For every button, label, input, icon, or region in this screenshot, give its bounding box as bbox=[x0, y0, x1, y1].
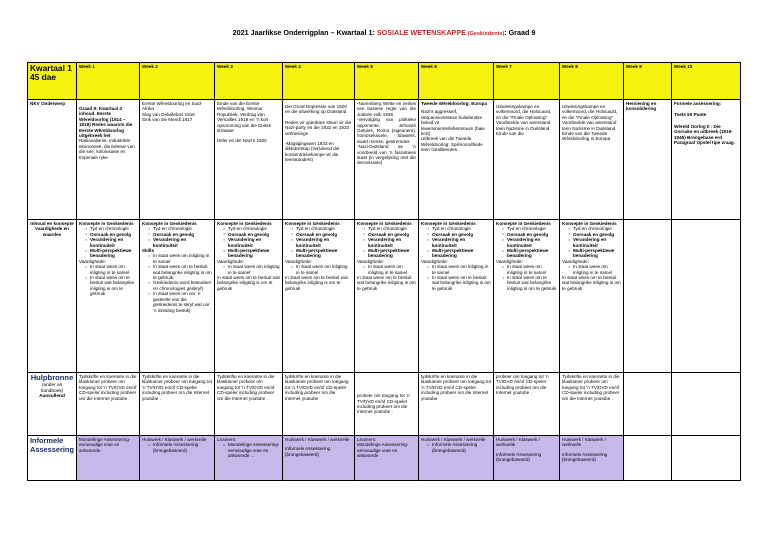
nkv-w3b: Hitler en die Nazi’s 1920 bbox=[217, 138, 267, 144]
week-header: Week 5 bbox=[355, 63, 419, 100]
nkv-w4a: Die Groot Depressie van 1929 en die uitwerking op Duitsland bbox=[285, 104, 347, 115]
leamers-text: Leamers: bbox=[217, 437, 237, 442]
content-week3 bbox=[215, 220, 283, 373]
content-week9 bbox=[624, 220, 672, 373]
skills-list bbox=[562, 264, 621, 275]
skill-plain: In staat wees om te besluit wat belangrike inligting is om te gebruik bbox=[357, 275, 416, 291]
skills-label: Vaardighede: bbox=[79, 258, 106, 264]
concept-list bbox=[217, 226, 280, 258]
title-grade: : Graad 9 bbox=[504, 28, 536, 37]
nkv-w6c: Uitbreek van die Tweede Wêreldoorlog: Spilmoondhede teen Geallieerdes bbox=[421, 136, 483, 153]
skills-label: Vaardighede: bbox=[496, 258, 523, 264]
concept-item: ○ Oorsaak en gevolg bbox=[502, 232, 557, 237]
concept-item: ○ Verandering en kontinuiteit bbox=[148, 237, 212, 248]
nkv-w2a: Eerste Wêreldoorlog en Suid-Afrika bbox=[142, 101, 203, 112]
concept-item: ○ Oorsaak en gevolg bbox=[291, 232, 352, 237]
skill-item: ○ Geskiedenis word bestudeer en chronologies geskryf) bbox=[148, 280, 212, 291]
assessment-week1: Mondelinge Assessering-eenvoudige vrae en antwoorde bbox=[77, 436, 140, 481]
concept-item: ○ Multi-perspektiewe benadering bbox=[568, 248, 621, 259]
week-header: Week 9 bbox=[624, 63, 672, 100]
homework-text: Huiswerk / Klaswerk / werkvelle bbox=[421, 437, 486, 442]
nkv-week7 bbox=[494, 100, 560, 220]
plan-table bbox=[27, 62, 741, 481]
skills-list bbox=[421, 264, 491, 291]
nkv-w4c: -Magtigingswet 1933 en diktatorskap (insluitend die konsentrasiekampe vir die teenstanders) bbox=[285, 141, 340, 163]
resources-title: Hulpbronne bbox=[30, 373, 74, 382]
skills-list bbox=[357, 264, 416, 275]
homework-text: Huiswerk / Klaswerk / werkvelle bbox=[562, 437, 606, 448]
concept-item: ○ Verandering en kontinuiteit bbox=[568, 237, 621, 248]
assessment-week7 bbox=[494, 436, 560, 481]
nkv-w10b: Toets 50 Punte bbox=[674, 112, 707, 118]
leamers-text: Leamers: bbox=[357, 437, 377, 442]
skills-list bbox=[496, 264, 557, 291]
nkv-w7a: Uitwissingskampe en volkemoord, die Holocaust, en die “Finale Oplossing” bbox=[496, 104, 552, 120]
skills-list bbox=[142, 253, 212, 312]
days-label: 45 dae bbox=[30, 72, 57, 83]
resources-week1: Tydskrifte en koerante in die klaskamer probeer om toegang tot ‘n TV/DVD en/of CD-speler including probeer om die Internet youtube . bbox=[77, 373, 140, 436]
skill-plain: In staat wees om te besluit wat belangrike inligting is om te gebruik bbox=[285, 275, 348, 291]
content-week4 bbox=[283, 220, 355, 373]
concepts-head: Konsepte in Geskiedenis bbox=[217, 221, 272, 226]
concept-item: ○ Oorsaak en gevolg bbox=[148, 232, 212, 237]
homework-text: Huiswerk / Klaswerk / werkvelle bbox=[142, 437, 207, 442]
week-header: Week 8 bbox=[560, 63, 624, 100]
assessment-week5 bbox=[355, 436, 419, 481]
assessment-text: Informele Assessering (brongebaseerd) bbox=[496, 451, 542, 463]
skill-item: ○ In staat wees om inligting in te samel bbox=[291, 264, 352, 275]
title-subject bbox=[377, 28, 504, 37]
week-header: Week 3 bbox=[215, 63, 283, 100]
week-header: Week 1 bbox=[77, 63, 140, 100]
homework-text: Huiswerk / Klaswerk / werkvelle bbox=[496, 437, 540, 448]
nkv-w8c: Einde van die Tweede Wêreldoorlog in Europa bbox=[562, 131, 611, 142]
homework-text: Huiswerk / Klaswerk / werkvelle bbox=[285, 437, 350, 442]
nkv-w3a: Einde van die Eerste Wêreldoorlog, Weimar Republiek, Verdrag van Versailles 1919 en ‘n kort opsomming van die Duitse strawwe bbox=[217, 101, 272, 134]
nkv-w7c: Einde van die bbox=[496, 131, 524, 137]
content-week5 bbox=[355, 220, 419, 373]
assessment-week4 bbox=[283, 436, 355, 481]
resources-week8: Tydskrifte en koerante in die klaskamer probeer om toegang tot ‘n TV/DVD en/of CD-speler including probeer om die Internet youtube . bbox=[560, 373, 624, 436]
concept-item: ○ Multi-perspektiewe benadering bbox=[363, 248, 416, 259]
content-label: Inhoud en konsepte Vaardighede en waardes bbox=[28, 220, 77, 373]
subject-sub: (Geskiedenis) bbox=[465, 31, 505, 37]
nkv-w6b: Nazi’s aggressief, ekspansionistiese buitelandse beleid vir lewensruimte/lebensraum (baie kort) bbox=[421, 109, 485, 137]
nkv-label: NKV Onderwerp bbox=[28, 100, 77, 220]
concept-item: ○ Verandering en kontinuiteit bbox=[502, 237, 557, 248]
content-week10 bbox=[672, 220, 741, 373]
concept-item: ○ Oorsaak en gevolg bbox=[568, 232, 621, 237]
concept-item: ○ Multi-perspektiewe benadering bbox=[85, 248, 137, 259]
nkv-w5b: -Vervolging van politieke opponente, Jehovah Getuies, Roma (sigeuners), homoseksuele, Slawiërs, swart mense, gestremdes bbox=[357, 117, 416, 144]
nkv-w8b: Voorbeelde van weerstand teen Nazisme in Duitsland bbox=[562, 120, 617, 131]
nkv-week6 bbox=[419, 100, 494, 220]
skills-label: Vaardighede: bbox=[421, 258, 448, 264]
concepts-head: Konsepte in Geskiedenis bbox=[79, 221, 134, 226]
concepts-head: Konsepte in Geskiedenis bbox=[562, 221, 617, 226]
skill-item: ○ In staat wees om inligting in te samel bbox=[223, 264, 280, 275]
nkv-week1 bbox=[77, 100, 140, 220]
concepts-head: Konsepte in Geskiedenis bbox=[421, 221, 476, 226]
concepts-head: Konsepte in Geskiedenis bbox=[357, 221, 412, 226]
concept-item: ○ Tyd en chronologie bbox=[502, 226, 557, 231]
concept-list bbox=[357, 226, 416, 258]
concepts-head: Konsepte in Geskiedenis bbox=[142, 221, 197, 226]
resources-sub: (ander as handboek) bbox=[40, 382, 64, 394]
concept-item: ○ Oorsaak en gevolg bbox=[85, 232, 137, 237]
assessment-week2 bbox=[140, 436, 215, 481]
concept-item: ○ Tyd en chronologie bbox=[291, 226, 352, 231]
concept-item: ○ Multi-perspektiewe benadering bbox=[223, 248, 280, 259]
skill-item: ○ In staat wees om inligting in te samel bbox=[568, 264, 621, 275]
skill-plain: In staat wees om te besluit wat belangrike inligting is om te gebruik bbox=[562, 275, 621, 291]
nkv-week2 bbox=[140, 100, 215, 220]
assessment-item: ○ Informele Assessering (brongebaseerd) bbox=[427, 442, 491, 453]
concept-item: ○ Oorsaak en gevolg bbox=[223, 232, 280, 237]
concept-item: ○ Tyd en chronologie bbox=[363, 226, 416, 231]
week-header: Week 6 bbox=[419, 63, 494, 100]
skill-plain: In staat wees om te besluit wat belangrike inligting is om te gebruik bbox=[217, 275, 280, 291]
term-cell bbox=[28, 63, 77, 100]
concept-item: ○ Verandering en kontinuiteit bbox=[363, 237, 416, 248]
resources-week9 bbox=[624, 373, 672, 436]
concepts-head: Konsepte in Geskiedenis bbox=[285, 221, 340, 226]
content-week6 bbox=[419, 220, 494, 373]
week-header: Week 10 bbox=[672, 63, 741, 100]
skill-item: ○ In staat wees om inligting in te samel bbox=[502, 264, 557, 275]
week-header: Week 4 bbox=[283, 63, 355, 100]
concept-item: ○ Oorsaak en gevolg bbox=[427, 232, 491, 237]
concept-item: ○ Tyd en chronologie bbox=[148, 226, 212, 231]
nkv-w2b: Slag van Delvillebos 1916 bbox=[142, 111, 195, 117]
concept-item: ○ Oorsaak en gevolg bbox=[363, 232, 416, 237]
skills-list bbox=[285, 264, 352, 275]
resources-week5: probeer om toegang tot ‘n TV/DVD en/of CD-speler including probeer om die Internet youtube . bbox=[355, 373, 419, 436]
title-text: 2021 Jaarlikse Onderrigplan – Kwartaal 1: bbox=[232, 28, 377, 37]
concept-item: ○ Verandering en kontinuiteit bbox=[223, 237, 280, 248]
assessment-list bbox=[217, 442, 280, 458]
subject-name: SOSIALE WETENSKAPPE bbox=[376, 28, 466, 37]
page-title bbox=[0, 28, 768, 37]
concept-list bbox=[421, 226, 491, 258]
content-week7 bbox=[494, 220, 560, 373]
skill-item: ○ In staat wees om inligting in te samel bbox=[148, 253, 212, 264]
skills-list bbox=[217, 264, 280, 275]
assessment-text: Informele Assessering (brongebaseerd) bbox=[562, 451, 608, 463]
nkv-w5c: -Nazi-Duitsland as ‘n voorbeeld van ‘n fascistiese staat (in vergelyking met die demokrasie) bbox=[357, 144, 416, 166]
nkv-w7b: Voorbeelde van weerstand teen Nazisme in Duitsland bbox=[496, 120, 551, 131]
resources-week2: Tydskrifte en koerante in die klaskamer probeer om toegang tot ‘n TV/DVD en/of CD-speler including probeer om die Internet youtube . bbox=[140, 373, 215, 436]
resources-week4: tydskrifte en koerante in die klaskamer probeer om toegang tot ‘n TV/DVD en/of CD-speler including probeer om die Internet youtube bbox=[283, 373, 355, 436]
nkv-week4 bbox=[283, 100, 355, 220]
resources-week3: Tydskrifte en koerante in die klaskamer probeer om toegang tot ‘n TV/DVD en/of CD-speler including probeer om die Internet youtube . bbox=[215, 373, 283, 436]
skill-item: ○ In staat wees om te besluit wat belangrike inligting is om te gebruik bbox=[502, 275, 557, 291]
assessment-item: ○ Mondelinge Assessering-eenvoudige vrae en antwoorde ... bbox=[223, 442, 280, 458]
resources-label bbox=[28, 373, 77, 436]
nkv-w1-text: Graad 8: Kwartaal 4 inhoud. Eerste Wêreldoorlog (1914 – 1918) Redes waarom die Eerste Wêreldoorlog uitgebreek het bbox=[79, 106, 133, 139]
concept-item: ○ Verandering en kontinuiteit bbox=[291, 237, 352, 248]
resources-sub2: Aanvullend bbox=[39, 394, 65, 400]
resources-week7: probeer om toegang tot ‘n TV/DVD en/of CD-speler including probeer om die Internet youtube . bbox=[494, 373, 560, 436]
assessment-week3 bbox=[215, 436, 283, 481]
assessment-item: ○ Informele Assessering (brongebaseerd) bbox=[148, 442, 212, 453]
nkv-week10 bbox=[672, 100, 741, 220]
concept-item: ○ Multi-perspektiewe benadering bbox=[502, 248, 557, 259]
term-label: Kwartaal 1 bbox=[30, 63, 72, 73]
concepts-head: Konsepte in Geskiedenis bbox=[496, 221, 551, 226]
concept-list bbox=[562, 226, 621, 258]
header-row bbox=[28, 63, 741, 100]
skill-item: ○ In staat wees om inligting in te samel bbox=[363, 264, 416, 275]
concept-list bbox=[79, 226, 137, 258]
nkv-w8a: Uitwissingskampe en volkemoord, die Holocaust, en die “Finale Oplossing” bbox=[562, 104, 618, 120]
skill-item: ○ In staat wees om inligting in te samel bbox=[85, 264, 137, 275]
skill-item: ○ In staat wees om te besluit wat belangrike inligting is om te gebruik bbox=[85, 275, 137, 297]
concept-item: ○ Tyd en chronologie bbox=[568, 226, 621, 231]
content-week1 bbox=[77, 220, 140, 373]
nkv-week5 bbox=[355, 100, 419, 220]
resources-row bbox=[28, 373, 741, 436]
assessment-list bbox=[142, 442, 212, 453]
nkv-week8 bbox=[560, 100, 624, 220]
assessment-text: Informele Assessering (brongebaseerd) bbox=[285, 446, 331, 457]
skill-item: ○ In staat wees om te besluit wat belangrike inligting is om te gebruik. bbox=[148, 264, 212, 280]
nkv-w4b: Redes vir openbare steun vir die Nazi-party en die 1932 en 1933 verkiesings bbox=[285, 119, 352, 136]
skills-label: Vaardighede: bbox=[357, 258, 384, 264]
skills-label: Vaardighede: bbox=[562, 258, 589, 264]
assessment-text: Mondelinge Assessering-eenvoudige vrae en antwoorde bbox=[357, 442, 409, 459]
assessment-label: Informele Assessering bbox=[28, 436, 77, 481]
nkv-w1-sub: Nasionalisme, industriële ekonomieë, die belewe van die see, kolonisasie en Imperiale ryke bbox=[79, 138, 135, 160]
nkv-week3 bbox=[215, 100, 283, 220]
nkv-w5a: -Nuremberg Wette en verlies van basiese regte van die Jodede volk 1935 bbox=[357, 101, 416, 117]
skills-label: Skills bbox=[142, 248, 155, 254]
nkv-week9: Hersiening en konsolidering bbox=[624, 100, 672, 220]
skills-label: Vaardighede: bbox=[285, 258, 312, 264]
concept-item: ○ Verandering en kontinuiteit bbox=[427, 237, 491, 248]
skills-label: Vaardighede: bbox=[217, 258, 244, 264]
concept-item: ○ Multi-perspektiewe benadering bbox=[291, 248, 352, 259]
assessment-week8 bbox=[560, 436, 624, 481]
skill-item: ○ In staat wees om oor ’n gedeelte van die geskiedenis te skryf wat oor ’n inleiding beskik) bbox=[148, 291, 212, 313]
skill-item: ○ In staat wees om inligting in te samel bbox=[427, 264, 491, 275]
nkv-row bbox=[28, 100, 741, 220]
assessment-week9 bbox=[624, 436, 672, 481]
concept-item: ○ Multi-perspektiewe benadering bbox=[427, 248, 491, 259]
week-header: Week 7 bbox=[494, 63, 560, 100]
concept-item: ○ Tyd en chronologie bbox=[85, 226, 137, 231]
concept-list bbox=[285, 226, 352, 258]
nkv-w10a: Formele assessering: bbox=[674, 101, 722, 106]
assessment-list bbox=[421, 442, 491, 453]
content-row bbox=[28, 220, 741, 373]
resources-week10 bbox=[672, 373, 741, 436]
concept-item: ○ Tyd en chronologie bbox=[223, 226, 280, 231]
concept-list bbox=[142, 226, 212, 248]
content-week8 bbox=[560, 220, 624, 373]
nkv-w10c: Wêreld Oorlog II : Die Oorsake en uitbreek (1919- 1945) Brongebase erd Paragraaf Opstel tipe vraag. bbox=[674, 123, 736, 146]
nkv-w2c: Sink van die Mendi 1917 bbox=[142, 117, 193, 123]
resources-week6: tydskrifte en koerante in die klaskamer probeer om toegang tot ‘n TV/DVD en/of CD-speler including probeer om die Internet youtube bbox=[419, 373, 494, 436]
assessment-row bbox=[28, 436, 741, 481]
concept-item: ○ Tyd en chronologie bbox=[427, 226, 491, 231]
content-week2 bbox=[140, 220, 215, 373]
concept-item: ○ Verandering en kontinuiteit bbox=[85, 237, 137, 248]
assessment-week6 bbox=[419, 436, 494, 481]
nkv-w6a: Tweede Wêreldoorlog: Europa bbox=[421, 101, 488, 106]
week-header: Week 2 bbox=[140, 63, 215, 100]
skills-list bbox=[79, 264, 137, 296]
concept-list bbox=[496, 226, 557, 258]
skill-item: ○ In staat wees om te besluit wat belangrike inligting is om te gebruik bbox=[427, 275, 491, 291]
assessment-week10 bbox=[672, 436, 741, 481]
